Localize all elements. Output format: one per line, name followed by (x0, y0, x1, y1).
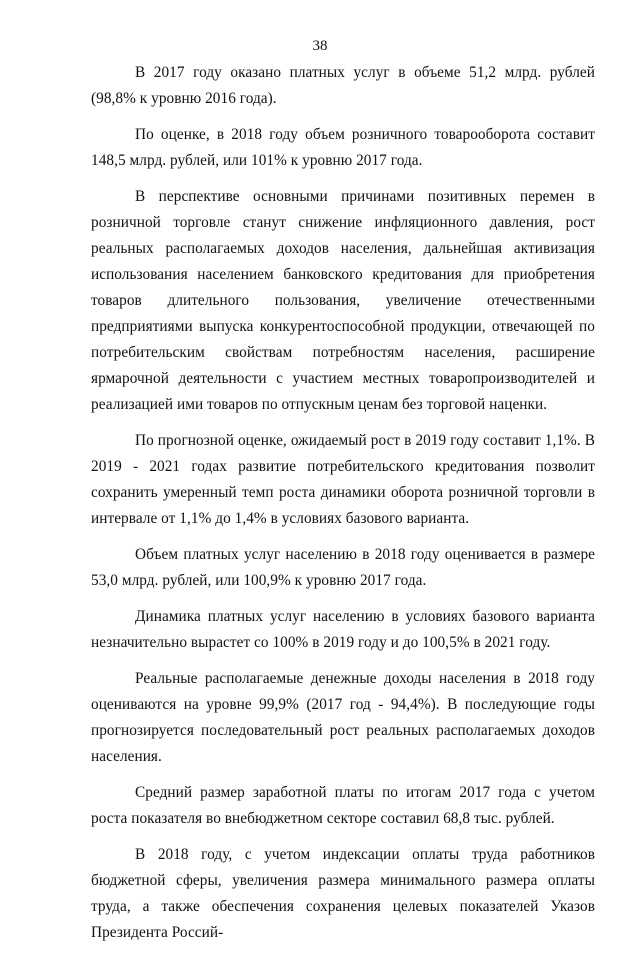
paragraph-real-income: Реальные располагаемые денежные доходы населения в 2018 году оцениваются на уровне 99,9% (2017 год - 94,4%). В последующие годы прогнозируется последовательный рост реальных располагаемых доходов населения. (91, 670, 595, 765)
paragraph-paid-services-2017: В 2017 году оказано платных услуг в объеме 51,2 млрд. рублей (98,8% к уровню 2016 года). (91, 64, 595, 107)
paragraph-wage-indexation: В 2018 году, с учетом индексации оплаты труда работников бюджетной сферы, увеличения размера минимального размера оплаты труда, а также обеспечения сохранения целевых показателей Указов Президента Россий- (91, 846, 595, 941)
paragraph-paid-services-2018: Объем платных услуг населению в 2018 году оценивается в размере 53,0 млрд. рублей, или 100,9% к уровню 2017 года. (91, 546, 595, 589)
paragraph-retail-prospects: В перспективе основными причинами позитивных перемен в розничной торговле станут снижение инфляционного давления, рост реальных располагаемых доходов населения, дальнейшая активизация использования населением банковского кредитования для приобретения товаров длительного пользования, увеличение отечественными предприятиями выпуска конкурентоспособной продукции, отвечающей по потребительским свойствам потребностям населения, расширение ярмарочной деятельности с участием местных товаропроизводителей и реализацией ими товаров по отпускным ценам без торговой наценки. (91, 188, 595, 413)
paragraph-average-salary: Средний размер заработной платы по итогам 2017 года с учетом роста показателя во внебюджетном секторе составил 68,8 тыс. рублей. (91, 784, 595, 827)
page-body (91, 60, 595, 956)
page-number: 38 (312, 38, 328, 54)
paragraph-paid-services-dynamics: Динамика платных услуг населению в условиях базового варианта незначительно вырастет со 100% в 2019 году и до 100,5% в 2021 году. (91, 608, 595, 651)
paragraph-retail-turnover-2018: По оценке, в 2018 году объем розничного товарооборота составит 148,5 млрд. рублей, или 101% к уровню 2017 года. (91, 126, 595, 169)
paragraph-forecast-2019: По прогнозной оценке, ожидаемый рост в 2019 году составит 1,1%. В 2019 - 2021 годах развитие потребительского кредитования позволит сохранить умеренный темп роста динамики оборота розничной торговли в интервале от 1,1% до 1,4% в условиях базового варианта. (91, 432, 595, 527)
